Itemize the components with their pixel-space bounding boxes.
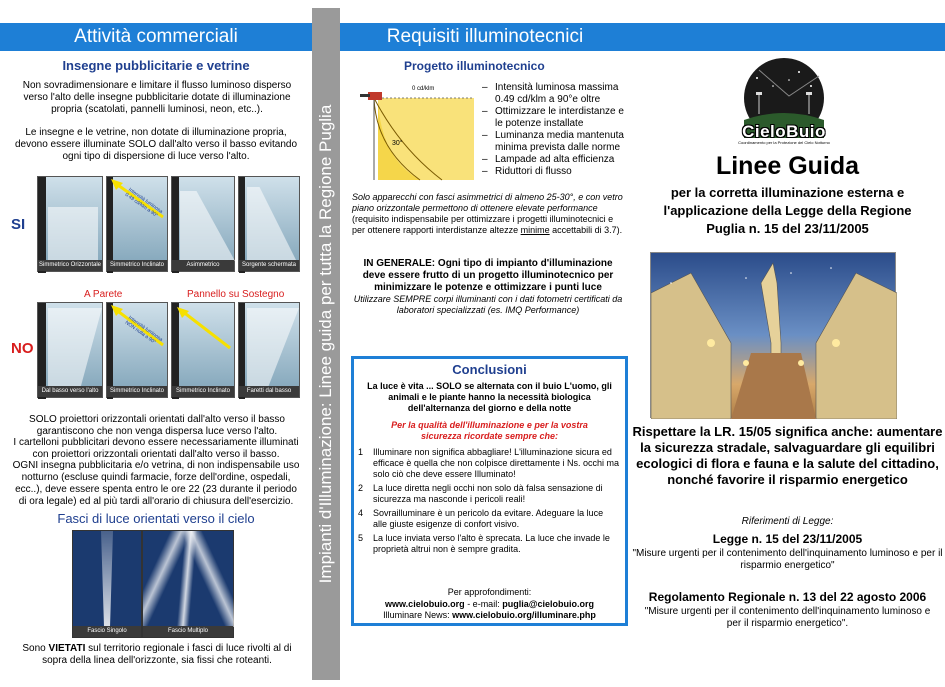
panel2-header: Requisiti illuminotecnici [340,23,630,51]
conclusioni-item: 5 La luce inviata verso l'alto è sprecata. La luce che invade le proprietà altrui non è sempre gradita. [358,533,610,554]
approfondimenti: Per approfondimenti: [447,587,532,597]
si-photo-2-caption: Simmetrico Inclinato [107,260,167,271]
no-photo-4 [238,302,300,398]
requirement-item: – Ottimizzare le interdistanze e le potenze installate [482,106,624,130]
a-parete-label: A Parete [84,289,123,300]
photometric-diagram [350,78,474,183]
vietati-text: Sono VIETATI sul territorio regionale i fasci di luce rivolti al di sopra della linea dell'orizzonte, sia fissi che roteanti. [22,643,292,666]
site-link[interactable]: www.cielobuio.org [385,599,465,609]
panel1-para1: Non sovradimensionare e limitare il flusso luminoso disperso verso l'alto delle insegne pubblicitarie dotate di illuminazione propria (scatolati, pannelli luminosi, neon, etc..). [22,80,292,115]
no-photo-2 [106,302,168,398]
panel3-header-band [630,23,945,51]
panel1-header: Attività commerciali [0,23,312,51]
no-photo-overlay: Intensità luminosa NON nulla a 90° [123,314,164,346]
legge-desc: "Misure urgenti per il contenimento dell'inquinamento luminoso e per il risparmio energetico" [632,548,943,571]
requirement-item: – Lampade ad alta efficienza [482,154,624,166]
fascio-singolo-image [72,530,142,638]
panel1-para2: Le insegne e le vetrine, non dotate di illuminazione propria, devono essere illuminate SOLO dall'alto verso il basso evitando ogni tipo di dispersione di luce verso l'alto. [14,127,298,162]
panel1-subtitle: Insegne pubblicitarie e vetrine [62,58,250,73]
diagram-label: 0 cd/klm [412,86,435,92]
requirement-item: – Intensità luminosa massima 0.49 cd/klm a 90°e oltre [482,82,624,106]
contact-line: www.cielobuio.org - e-mail: puglia@cielobuio.org [385,599,594,609]
si-photo-1-caption: Simmetrico Orizzontale [38,260,102,271]
no-photo-4-caption: Faretti dal basso [239,386,299,397]
arrow-icon [172,303,236,388]
logo-text: CieloBuio [742,122,826,141]
pannello-label: Pannello su Sostegno [187,289,285,300]
legge-title: Legge n. 15 del 23/11/2005 [712,532,863,546]
fasci-title: Fasci di luce orientati verso il cielo [57,511,255,526]
asym-note: Solo apparecchi con fasci asimmetrici di almeno 25-30°, e con vetro piano orizzontale permettono di ottenere elevate performance (requisito indispensabile per ottimizzare i progetti illuminotecnici e per ottenere rapporti interdistanze altezze minime accettabili di 3.7). [352,192,623,235]
no-photo-3 [171,302,235,398]
requirement-item: – Riduttori di flusso [482,166,624,178]
conclusioni-item: 4 Sovrailluminare è un pericolo da evitare. Adeguare la luce alle giuste esigenze di confort visivo. [358,508,604,529]
cielobuio-logo [729,56,839,146]
panel2-subtitle: Progetto illuminotecnico [404,59,545,73]
generale-text: IN GENERALE: Ogni tipo di impianto d'illuminazione deve essere frutto di un progetto illuminotecnico per minimizzare le potenze e ottimizzare i punti luce [362,258,614,293]
no-photo-1 [37,302,103,398]
requirements-list [482,82,624,178]
logo-sub: Coordinamento per la Protezione del Cielo Notturno [738,140,830,145]
si-photo-3 [171,176,235,279]
panel1-para3: SOLO proiettori orizzontali orientati dall'alto verso il basso garantiscono che non venga dispersa luce verso l'alto. [29,414,285,437]
email-link[interactable]: puglia@cielobuio.org [502,599,594,609]
conclusioni-list [358,447,619,555]
si-photo-4-caption: Sorgente schermata [239,260,299,271]
si-photo-3-caption: Asimmetrico Orizzontale [172,260,234,271]
fascio-multiplo-image [142,530,234,638]
city-illustration [650,252,896,418]
no-photo-1-caption: Dal basso verso l'alto [38,386,102,397]
conclusioni-title: Conclusioni [452,362,527,377]
conclusioni-item: 2 La luce diretta negli occhi non solo dà falsa sensazione di sicurezza ma nasconde i pericoli reali! [358,483,603,504]
riferimenti-label: Riferimenti di Legge: [741,516,834,527]
panel1-para4: I cartelloni pubblicitari devono essere necessariamente illuminati con proiettori orizzontali orientati dall'alto verso il basso. [13,437,299,460]
fascio-multiplo-caption: Fascio Multiplo [143,626,233,637]
no-photo-2-caption: Simmetrico Inclinato [107,386,167,397]
fascio-singolo-caption: Fascio Singolo [73,626,141,637]
si-photo-2 [106,176,168,272]
conclusioni-red: Per la qualità dell'illuminazione e per la vostra sicurezza ricordate sempre che: [391,420,588,441]
regolamento-title: Regolamento Regionale n. 13 del 22 agosto 2006 [648,590,927,604]
news-link[interactable]: www.cielobuio.org/illuminare.php [452,610,596,620]
main-subtitle: per la corretta illuminazione esterna e l'applicazione della Legge della Regione Puglia n. 15 del 23/11/2005 [663,185,912,236]
conclusioni-item: 1 Illuminare non significa abbagliare! L'illuminazione sicura ed efficace è quella che non colpisce direttamente i Ns. occhi ma solo ciò che deve essere Illuminato! [358,447,619,479]
no-photo-3-caption: Simmetrico Inclinato [172,386,234,397]
requirement-item: – Luminanza media mantenuta minima prevista dalle norme [482,130,624,154]
si-photo-overlay: Intensità luminosa 0.49 cd/klm a 90° [123,186,164,219]
conclusioni-box [351,356,628,626]
si-label: SI [11,216,26,233]
si-photo-1 [37,176,103,272]
main-title: Linee Guida [715,152,860,180]
diagram-angle: 30° [392,140,403,147]
no-label: NO [11,340,34,357]
conclusioni-intro: La luce è vita ... SOLO se alternata con il buio L'uomo, gli animali e le piante hanno la necessità biologica dell'alternanza del giorno e della notte [367,381,612,413]
regolamento-desc: "Misure urgenti per il contenimento dell'inquinamento luminoso e per il risparmio energetico". [644,606,931,629]
vertical-title: Impianti d'Illuminazione: Linee guida per tutta la Regione Puglia [316,104,335,584]
generale-sub: Utilizzare SEMPRE corpi illuminanti con i dati fotometri certificati da laboratori specializzati (es. IMQ Performance) [353,294,623,315]
panel1-para5: OGNI insegna pubblicitaria e/o vetrina, di non indispensabile uso notturno (escluse quindi farmacie, forze dell'ordine, ospedali, ecc..), deve essere spenta entro le ore 22 (23 durante il periodo di ora legale) ed al più tardi all'orario di chiusura dell'esercizio. [12,460,300,507]
rispettare-text: Rispettare la LR. 15/05 significa anche: aumentare la sicurezza stradale, salvaguardare gli equilibri ecologici di flora e fauna e la salute del cittadino, nonché favorire il risparmio energetico [632,424,943,487]
si-photo-4 [238,176,300,272]
news-line: Illuminare News: www.cielobuio.org/illuminare.php [383,610,596,620]
